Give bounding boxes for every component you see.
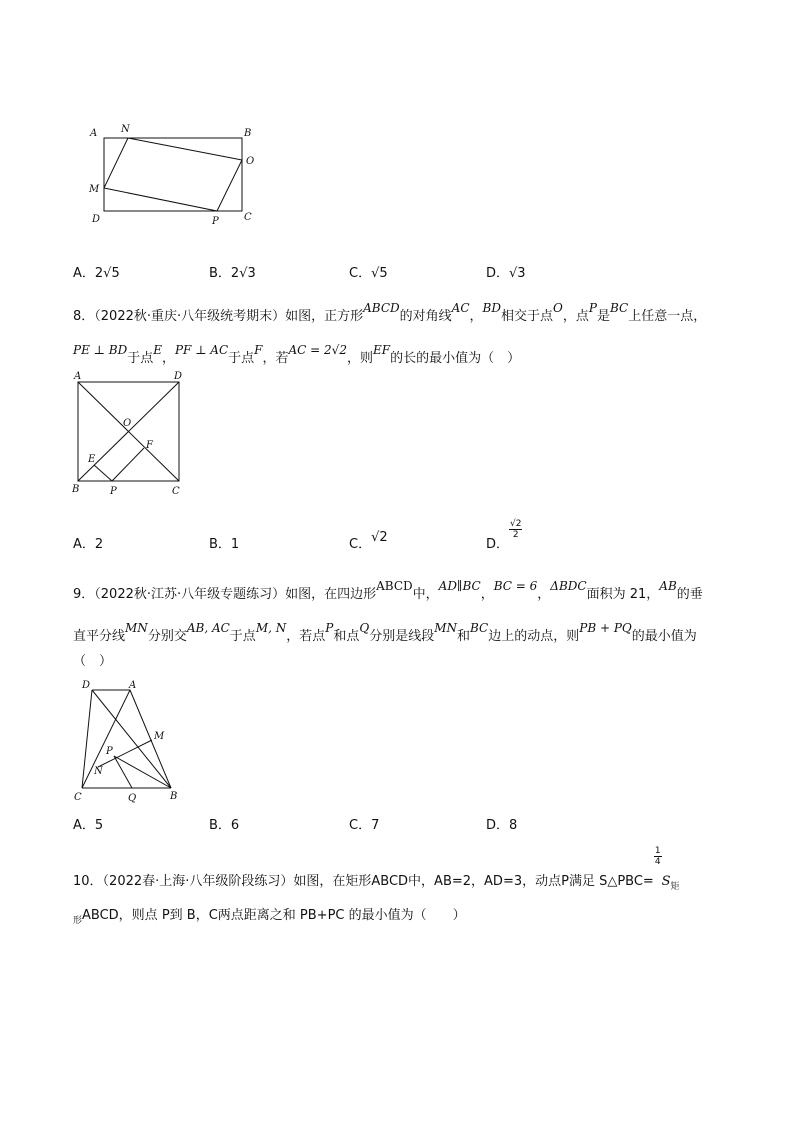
q9-label-p: P <box>106 746 113 757</box>
q8-fraction: $\frac{√2}{2}$ <box>510 519 522 540</box>
q8-segment-pf <box>112 448 144 481</box>
q8-label-a: A <box>74 371 82 382</box>
q9-side-ab <box>130 690 171 788</box>
q9-choice-d[interactable]: D．8 <box>486 818 518 833</box>
q10-line2: $_形$ABCD，则点 P到 B，C两点距离之和 PB+PC 的最小值为（ ） <box>73 908 466 926</box>
q8-label-o: O <box>123 418 132 429</box>
q8-label-p: P <box>110 486 117 497</box>
q7-parallelogram <box>104 138 242 211</box>
q10-line1: 10．（2022春·上海·八年级阶段练习）如图，在矩形ABCD中，AB=2，AD=3，动点P满足 S△PBC= $\frac{1}{4}S_矩$ <box>73 846 680 892</box>
q8-figure <box>70 368 200 500</box>
q9-label-d: D <box>82 680 91 691</box>
q7-label-c: C <box>244 212 252 223</box>
q9-choices <box>73 814 733 838</box>
q7-label-p: P <box>212 216 219 227</box>
q9-choice-c[interactable]: C．7 <box>349 818 380 833</box>
q9-label-m: M <box>154 731 165 742</box>
q9-label-q: Q <box>128 793 137 804</box>
q7-label-d: D <box>92 214 101 225</box>
q9-label-a: A <box>129 680 137 691</box>
q8-choice-b[interactable]: B．1 <box>209 537 240 552</box>
q7-label-n: N <box>121 124 130 135</box>
q9-side-cd <box>82 690 92 788</box>
q9-line3: （ ） <box>73 654 113 669</box>
q8-label-d: D <box>174 371 183 382</box>
q7-rectangle <box>104 138 242 211</box>
q9-choice-b[interactable]: B．6 <box>209 818 240 833</box>
q8-choice-a[interactable]: A．2 <box>73 537 104 552</box>
q7-diagram <box>84 120 264 230</box>
q7-choices <box>73 262 733 286</box>
q7-label-o: O <box>246 156 255 167</box>
q7-label-m: M <box>89 184 100 195</box>
q7-choice-b[interactable]: B．2√3 <box>209 266 256 281</box>
q8-label-c: C <box>172 486 180 497</box>
q9-label-c: C <box>74 792 82 803</box>
q7-choice-a[interactable]: A．2√5 <box>73 266 120 281</box>
q8-choices <box>73 519 733 557</box>
q8-line2: PE ⊥ BD于点E，PF ⊥ AC于点F，若AC = 2√2，则EF的长的最小值为（ ） <box>73 343 521 366</box>
q7-choice-c[interactable]: C．√5 <box>349 266 388 281</box>
q7-label-a: A <box>90 128 98 139</box>
q9-label-b: B <box>170 791 178 802</box>
q9-choice-a[interactable]: A．5 <box>73 818 104 833</box>
q9-line1: 9．（2022秋·江苏·八年级专题练习）如图，在四边形ABCD中，AD∥BC，BC = 6，ΔBDC面积为 21，AB的垂 <box>73 579 703 602</box>
q8-choice-c[interactable]: C．√2 <box>349 530 388 552</box>
q7-label-b: B <box>244 128 252 139</box>
q10-fraction: $\frac{1}{4}$ <box>654 846 661 867</box>
q7-choice-d[interactable]: D．√3 <box>486 266 526 281</box>
q9-figure <box>70 676 190 804</box>
q8-label-f: F <box>146 440 153 451</box>
q8-label-e: E <box>88 454 96 465</box>
q8-line1: 8．（2022秋·重庆·八年级统考期末）如图，正方形ABCD的对角线AC，BD相交于点O，点P是BC上任意一点， <box>73 301 707 324</box>
q8-label-b: B <box>72 484 80 495</box>
q8-diagram <box>70 368 200 500</box>
q9-diagram <box>70 676 190 804</box>
q8-segment-pe <box>94 465 112 481</box>
q7-figure <box>84 120 264 230</box>
q9-line2: 直平分线MN分别交AB, AC于点M, N，若点P和点Q分别是线段MN和BC边上的动点，则PB + PQ的最小值为 <box>73 621 697 644</box>
q9-diagonal-ac <box>82 690 130 788</box>
q9-label-n: N <box>94 766 103 777</box>
q8-choice-d[interactable]: D． $\frac{√2}{2}$ <box>486 519 522 552</box>
